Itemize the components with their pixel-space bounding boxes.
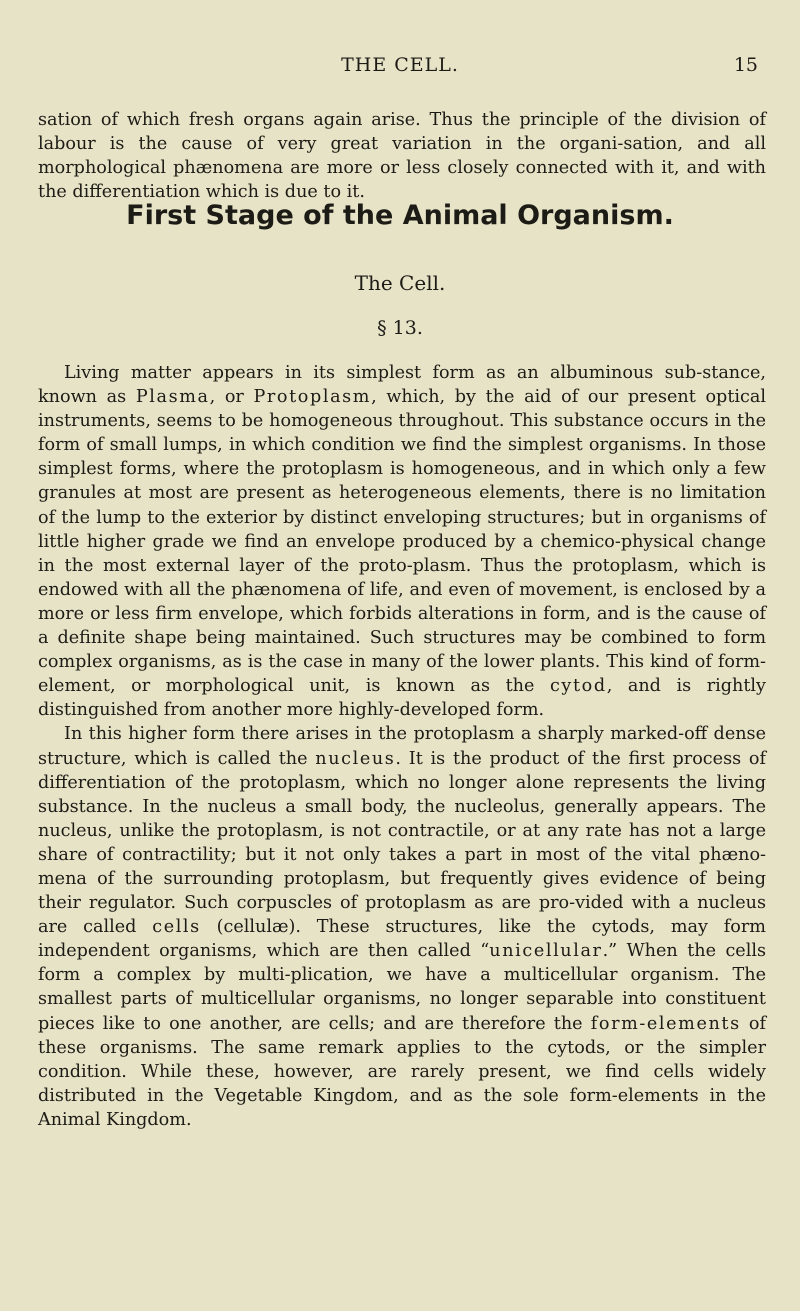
term-unicellular: unicellular [489, 941, 603, 962]
term-protoplasm: Protoplasm [253, 387, 372, 408]
term-cytod: cytod [549, 676, 607, 697]
paragraph-text: . It is the product of the first process of differentiation of the protoplasm, which no longer alone represents the living substance. In the nucleus a small body, the nucleolus, generally appears. The nucleus, unlike the protoplasm, is not contractile, or at any rate has not a large share of contractility; but it not only takes a part in most of the vital phæno-mena of the surrounding protoplasm, but frequently gives evidence of being their regulator. Such corpuscles of protoplasm as are pro-vided with a nucleus are called [38, 748, 766, 938]
paragraph-text: of these organisms. The same remark applies to the cytods, or the simpler condition. While these, however, are rarely present, we find cells widely distributed in the Vegetable Kingdom, and as the sole form-elements in the Animal Kingdom. [38, 1013, 766, 1130]
term-nucleus: nucleus [315, 748, 396, 769]
paragraph-text: , which, by the aid of our present optical instruments, seems to be homogeneous throughout. This substance occurs in the form of small lumps, in which condition we find the simplest organisms. In those simplest forms, where the protoplasm is homogeneous, and in which only a few granules at most are present as heterogeneous elements, there is no limitation of the lump to the exterior by distinct enveloping structures; but in organisms of little higher grade we find an envelope produced by a chemico-physical change in the most external layer of the proto-plasm. Thus the protoplasm, which is endowed with all the phænomena of life, and even of movement, is enclosed by a more or less firm envelope, which forbids alterations in form, and is the cause of a definite shape being maintained. Such structures may be combined to form complex organisms, as is the case in many of the lower plants. This kind of form-element, or morphological unit, is known as the [38, 387, 766, 697]
paragraph-text: In this higher form there arises in the protoplasm a sharply marked-off dense structure, which is called the [38, 724, 766, 769]
section-mark: § 13. [377, 317, 423, 339]
opening-paragraph: sation of which fresh organs again arise. Thus the principle of the division of labour is the cause of very great variation in the organi-sation, and all morphological phænomena are more or less closely connected with it, and with the differentiation which is due to it. [38, 110, 766, 203]
opening-paragraph-block [38, 108, 766, 204]
section-heading: First Stage of the Animal Organism. [126, 200, 674, 231]
paragraph-text: , and is rightly distinguished from another more highly-developed form. [38, 676, 766, 721]
paragraph-text: Living matter appears in its simplest form as an albuminous sub-stance, known as [38, 363, 766, 408]
running-title: THE CELL. [341, 54, 459, 76]
term-cells: cells [152, 917, 201, 938]
paragraph-nucleus [38, 722, 766, 1132]
page-number: 15 [733, 54, 758, 76]
paragraph-text: .” When the cells form a complex by multi-plication, we have a multicellular organism. The smallest parts of multicellular organisms, no longer separable into constituent pieces like to one another, are cells; and are therefore the [38, 941, 766, 1034]
section-subheading: The Cell. [354, 271, 446, 295]
paragraph-living-matter [38, 361, 766, 722]
paragraph-text: , or [209, 387, 254, 408]
term-plasma: Plasma [135, 387, 210, 408]
main-text-block [38, 361, 766, 1132]
term-form-elements: form-elements [590, 1013, 741, 1034]
paragraph-text: (cellulæ). These structures, like the cytods, may form independent organisms, which are then called “ [38, 917, 766, 962]
running-head [0, 54, 800, 84]
